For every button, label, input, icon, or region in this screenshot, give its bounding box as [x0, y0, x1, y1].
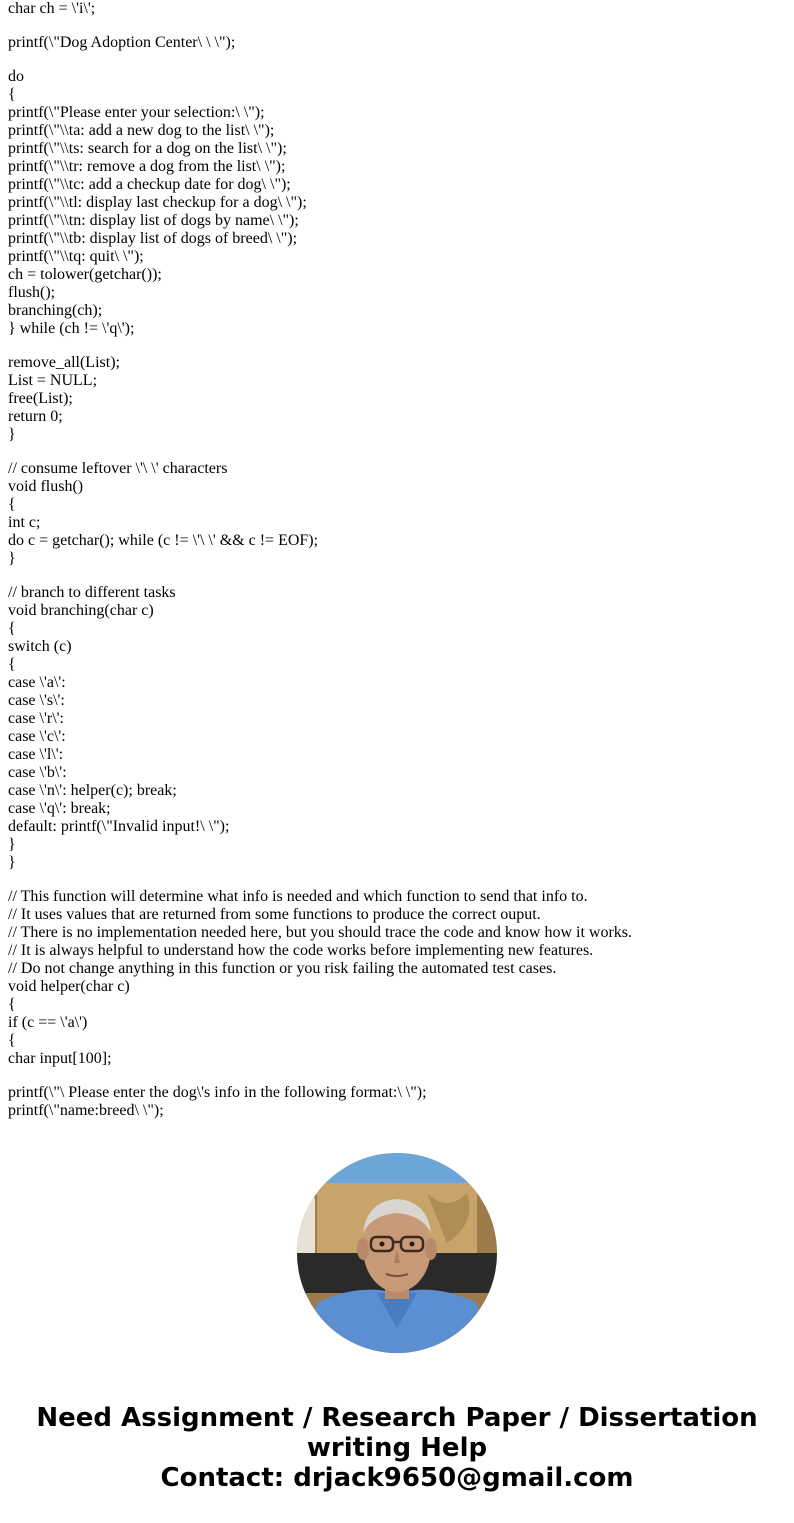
- code-line: }: [8, 550, 16, 567]
- code-block: [8, 68, 778, 338]
- code-line: case \'a\':: [8, 674, 66, 691]
- promo-banner: [0, 1403, 794, 1493]
- code-line: void helper(char c): [8, 978, 130, 995]
- code-block: [8, 354, 778, 444]
- code-line: case \'b\':: [8, 764, 67, 781]
- code-line: List = NULL;: [8, 372, 98, 389]
- code-line: // There is no implementation needed here, but you should trace the code and know how it works.: [8, 924, 632, 941]
- code-line: {: [8, 620, 16, 637]
- author-photo: [297, 1153, 497, 1353]
- code-line: char input[100];: [8, 1050, 112, 1067]
- promo-line-2: writing Help: [306, 1433, 488, 1463]
- code-line: printf(\"Dog Adoption Center\ \ \");: [8, 34, 236, 51]
- code-line: void flush(): [8, 478, 84, 495]
- code-line: } while (ch != \'q\');: [8, 320, 135, 337]
- code-line: int c;: [8, 514, 41, 531]
- code-line: printf(\"\\tr: remove a dog from the list\ \");: [8, 158, 286, 175]
- code-line: return 0;: [8, 408, 63, 425]
- code-line: // Do not change anything in this function or you risk failing the automated test cases.: [8, 960, 557, 977]
- code-line: free(List);: [8, 390, 73, 407]
- code-line: {: [8, 86, 16, 103]
- code-line: default: printf(\"Invalid input!\ \");: [8, 818, 230, 835]
- code-line: }: [8, 836, 16, 853]
- code-line: printf(\"\\tb: display list of dogs of breed\ \");: [8, 230, 298, 247]
- code-line: // consume leftover \'\ \' characters: [8, 460, 228, 477]
- code-line: printf(\"\\tc: add a checkup date for dog\ \");: [8, 176, 291, 193]
- code-line: void branching(char c): [8, 602, 154, 619]
- code-line: {: [8, 656, 16, 673]
- code-line: branching(ch);: [8, 302, 103, 319]
- code-line: do c = getchar(); while (c != \'\ \' && c != EOF);: [8, 532, 319, 549]
- code-line: flush();: [8, 284, 56, 301]
- code-line: {: [8, 496, 16, 513]
- code-block: [8, 0, 778, 18]
- code-block: [8, 1084, 778, 1120]
- code-line: // branch to different tasks: [8, 584, 176, 601]
- code-line: // It uses values that are returned from some functions to produce the correct ouput.: [8, 906, 541, 923]
- code-line: case \'q\': break;: [8, 800, 111, 817]
- code-line: printf(\"name:breed\ \");: [8, 1102, 164, 1119]
- code-line: printf(\"\\tl: display last checkup for a dog\ \");: [8, 194, 307, 211]
- code-line: }: [8, 854, 16, 871]
- portrait-illustration: [297, 1153, 497, 1353]
- code-listing: [8, 0, 778, 1120]
- code-line: case \'s\':: [8, 692, 65, 709]
- code-line: }: [8, 426, 16, 443]
- code-line: printf(\"\\ta: add a new dog to the list\ \");: [8, 122, 275, 139]
- code-line: printf(\"\\tq: quit\ \");: [8, 248, 144, 265]
- code-block: [8, 888, 778, 1068]
- code-block: [8, 460, 778, 568]
- code-line: if (c == \'a\'): [8, 1014, 88, 1031]
- code-line: do: [8, 68, 24, 85]
- code-line: // It is always helpful to understand how the code works before implementing new features.: [8, 942, 594, 959]
- code-line: case \'l\':: [8, 746, 64, 763]
- code-line: // This function will determine what info is needed and which function to send that info to.: [8, 888, 588, 905]
- code-line: printf(\"\\tn: display list of dogs by name\ \");: [8, 212, 299, 229]
- code-line: switch (c): [8, 638, 72, 655]
- code-line: char ch = \'i\';: [8, 0, 96, 17]
- code-line: printf(\"\\ts: search for a dog on the list\ \");: [8, 140, 287, 157]
- promo-line-1: Need Assignment / Research Paper / Dissertation: [36, 1403, 758, 1433]
- code-block: [8, 584, 778, 872]
- code-line: printf(\"Please enter your selection:\ \");: [8, 104, 265, 121]
- code-line: printf(\"\ Please enter the dog\'s info in the following format:\ \");: [8, 1084, 427, 1101]
- code-block: [8, 34, 778, 52]
- code-line: case \'c\':: [8, 728, 66, 745]
- promo-contact: Contact: drjack9650@gmail.com: [160, 1463, 634, 1493]
- code-line: remove_all(List);: [8, 354, 120, 371]
- code-line: case \'n\': helper(c); break;: [8, 782, 177, 799]
- code-line: {: [8, 996, 16, 1013]
- code-line: case \'r\':: [8, 710, 64, 727]
- code-line: {: [8, 1032, 16, 1049]
- code-line: ch = tolower(getchar());: [8, 266, 162, 283]
